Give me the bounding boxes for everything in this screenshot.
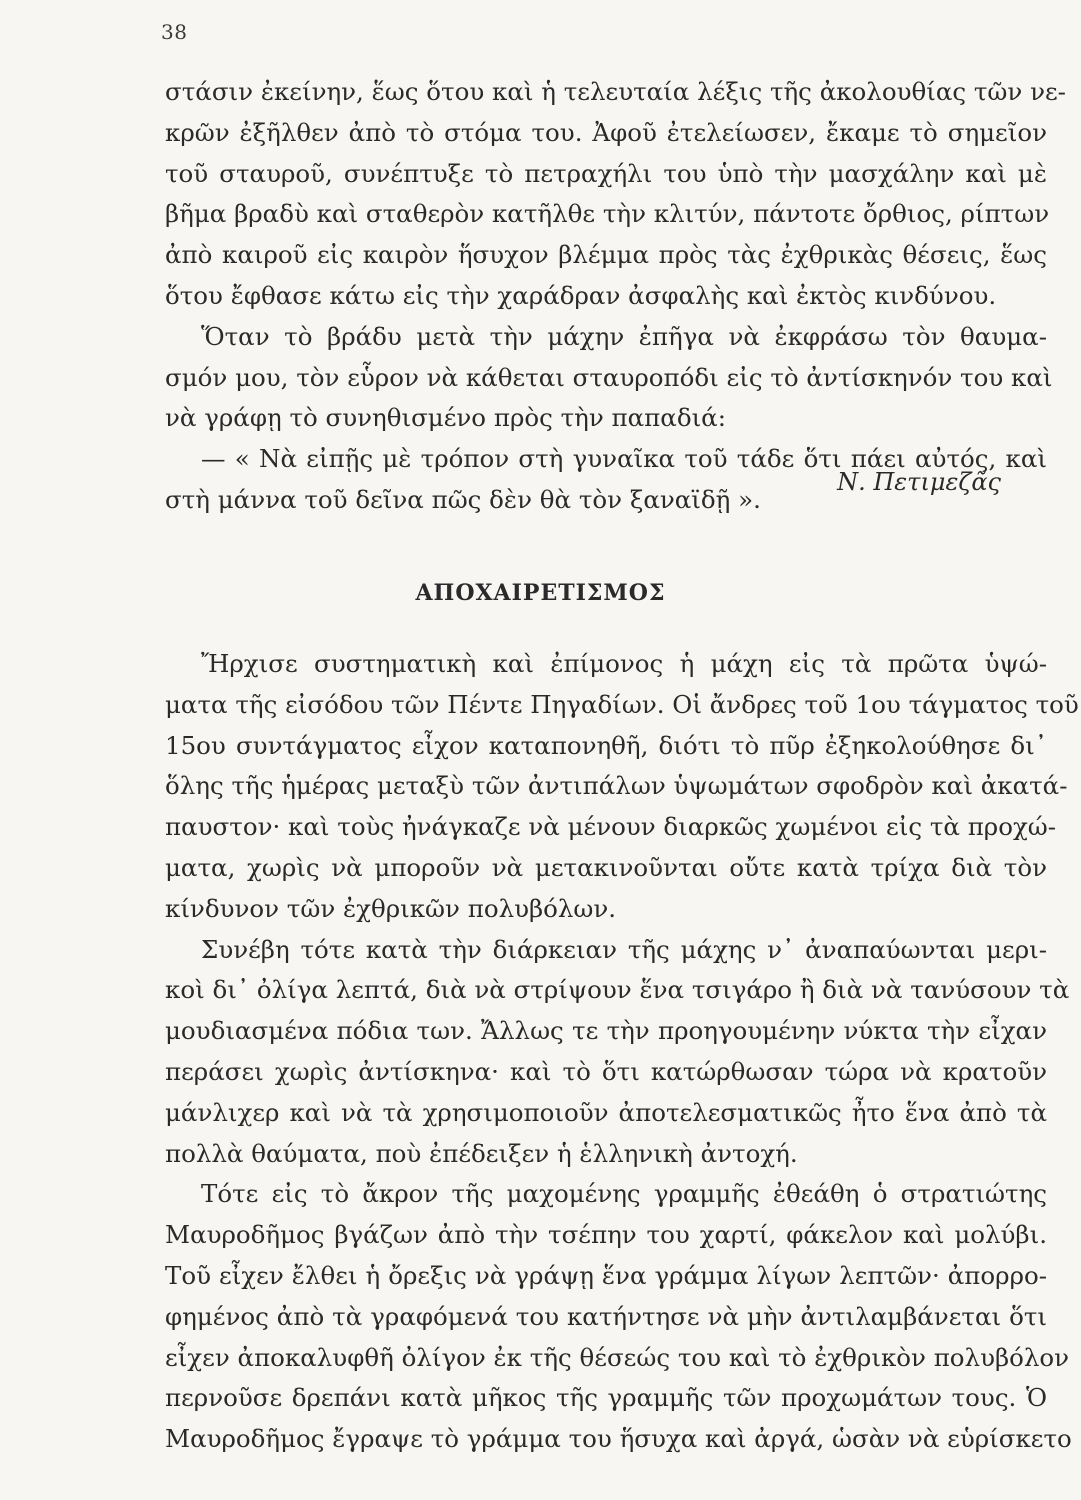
text-line: — « Νὰ εἰπῇς μὲ τρόπον στὴ γυναῖκα τοῦ τάδε ὅτι πάει αὐτός, καὶ: [201, 444, 1047, 474]
text-line: κίνδυνον τῶν ἐχθρικῶν πολυβόλων.: [165, 893, 617, 923]
text-line: Μαυροδῆμος βγάζων ἀπὸ τὴν τσέπην του χαρτί, φάκελον καὶ μολύβι.: [165, 1220, 1047, 1250]
text-line: Ἤρχισε συστηματικὴ καὶ ἐπίμονος ἡ μάχη εἰς τὰ πρῶτα ὑψώ-: [201, 649, 1047, 678]
text-line: Τότε εἰς τὸ ἄκρον τῆς μαχομένης γραμμῆς ἐθεάθη ὁ στρατιώτης: [201, 1179, 1047, 1209]
section-title: ΑΠΟΧΑΙΡΕΤΙΣΜΟΣ: [415, 580, 666, 606]
text-line: μουδιασμένα πόδια των. Ἄλλως τε τὴν προηγουμένην νύκτα τὴν εἶχαν: [165, 1016, 1047, 1046]
text-line: περάσει χωρὶς ἀντίσκηνα· καὶ τὸ ὅτι κατώρθωσαν τώρα νὰ κρατοῦν: [165, 1056, 1047, 1086]
text-line: φημένος ἀπὸ τὰ γραφόμενά του κατήντησε νὰ μὴν ἀντιλαμβάνεται ὅτι: [165, 1301, 1047, 1331]
text-line: μάνλιχερ καὶ νὰ τὰ χρησιμοποιοῦν ἀποτελεσματικῶς ἦτο ἕνα ἀπὸ τὰ: [165, 1097, 1047, 1127]
story-end-text: [165, 72, 1066, 521]
text-line: στὴ μάννα τοῦ δεῖνα πῶς δὲν θὰ τὸν ξαναϊδῇ ».: [165, 484, 761, 514]
text-line: στάσιν ἐκείνην, ἕως ὅτου καὶ ἡ τελευταία λέξις τῆς ἀκολουθίας τῶν νε-: [165, 77, 1066, 106]
text-line: Μαυροδῆμος ἔγραψε τὸ γράμμα του ἥσυχα καὶ ἀργά, ὡσὰν νὰ εὑρίσκετο: [165, 1424, 1072, 1454]
text-line: βῆμα βραδὺ καὶ σταθερὸν κατῆλθε τὴν κλιτύν, πάντοτε ὄρθιος, ρίπτων: [165, 199, 1050, 229]
text-line: νὰ γράφῃ τὸ συνηθισμένο πρὸς τὴν παπαδιά:: [165, 403, 726, 433]
author-signature: Ν. Πετιμεζᾶς: [837, 468, 1001, 496]
text-line: 15ου συντάγματος εἶχον καταπονηθῆ, διότι τὸ πῦρ ἐξηκολούθησε δι᾽: [165, 730, 1047, 760]
text-line: ἀπὸ καιροῦ εἰς καιρὸν ἥσυχον βλέμμα πρὸς τὰς ἐχθρικὰς θέσεις, ἕως: [165, 240, 1047, 270]
text-line: εἶχεν ἀποκαλυφθῆ ὀλίγον ἐκ τῆς θέσεώς του καὶ τὸ ἐχθρικὸν πολυβόλον: [165, 1342, 1070, 1372]
text-line: ματα τῆς εἰσόδου τῶν Πέντε Πηγαδίων. Οἱ ἄνδρες τοῦ 1ου τάγματος τοῦ: [165, 689, 1079, 719]
text-line: κοὶ δι᾽ ὀλίγα λεπτά, διὰ νὰ στρίψουν ἕνα τσιγάρο ἢ διὰ νὰ τανύσουν τὰ: [165, 975, 1070, 1005]
text-line: Ὅταν τὸ βράδυ μετὰ τὴν μάχην ἐπῆγα νὰ ἐκφράσω τὸν θαυμα-: [201, 321, 1047, 351]
section-text: [165, 644, 1079, 1460]
text-line: ὅλης τῆς ἡμέρας μεταξὺ τῶν ἀντιπάλων ὑψωμάτων σφοδρὸν καὶ ἀκατά-: [165, 771, 1068, 801]
text-line: ὅτου ἔφθασε κάτω εἰς τὴν χαράδραν ἀσφαλὴς καὶ ἐκτὸς κινδύνου.: [165, 280, 997, 310]
text-line: κρῶν ἐξῆλθεν ἀπὸ τὸ στόμα του. Ἀφοῦ ἐτελείωσεν, ἔκαμε τὸ σημεῖον: [165, 117, 1047, 147]
text-line: Συνέβη τότε κατὰ τὴν διάρκειαν τῆς μάχης ν᾽ ἀναπαύωνται μερι-: [201, 934, 1047, 964]
text-line: ματα, χωρὶς νὰ μποροῦν νὰ μετακινοῦνται οὔτε κατὰ τρίχα διὰ τὸν: [165, 852, 1047, 882]
text-line: παυστον· καὶ τοὺς ἠνάγκαζε νὰ μένουν διαρκῶς χωμένοι εἰς τὰ προχώ-: [165, 812, 1057, 842]
text-line: σμόν μου, τὸν εὗρον νὰ κάθεται σταυροπόδι εἰς τὸ ἀντίσκηνόν του καὶ: [165, 362, 1053, 392]
text-line: Τοῦ εἶχεν ἔλθει ἡ ὄρεξις νὰ γράψῃ ἕνα γράμμα λίγων λεπτῶν· ἀπορρο-: [165, 1260, 1047, 1290]
text-line: πολλὰ θαύματα, ποὺ ἐπέδειξεν ἡ ἑλληνικὴ ἀντοχή.: [165, 1138, 798, 1168]
page-number: 38: [161, 20, 188, 44]
text-line: περνοῦσε δρεπάνι κατὰ μῆκος τῆς γραμμῆς τῶν προχωμάτων τους. Ὁ: [165, 1383, 1047, 1413]
text-line: τοῦ σταυροῦ, συνέπτυξε τὸ πετραχήλι του ὑπὸ τὴν μασχάλην καὶ μὲ: [165, 158, 1047, 188]
